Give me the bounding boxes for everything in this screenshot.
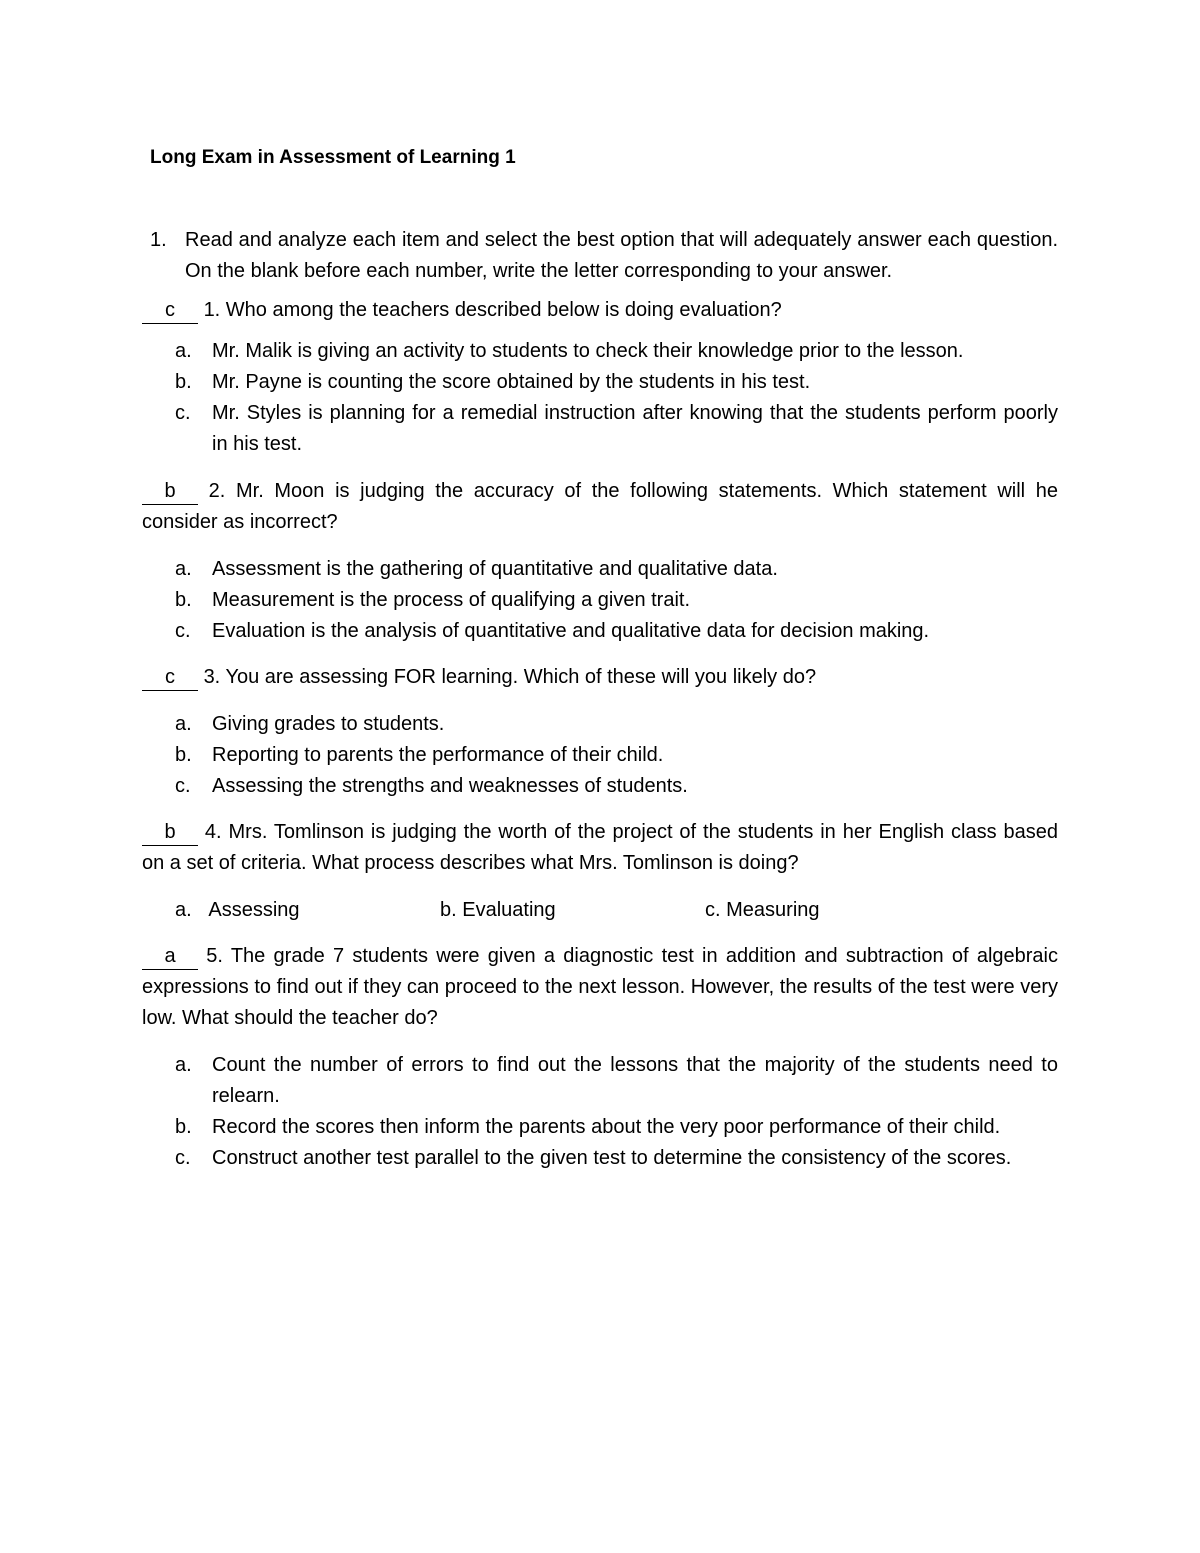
option-text: Mr. Styles is planning for a remedial instruction after knowing that the students perform poorly in his test.	[212, 402, 1058, 455]
option-text: Assessment is the gathering of quantitative and qualitative data.	[212, 558, 778, 580]
answer-2: b	[164, 480, 176, 502]
answer-blank-2[interactable]	[142, 479, 198, 505]
question-3-text: 3. You are assessing FOR learning. Which of these will you likely do?	[203, 666, 817, 688]
option-text: Mr. Payne is counting the score obtained by the students in his test.	[212, 371, 811, 393]
question-3-options	[175, 709, 1058, 802]
answer-3: c	[165, 666, 175, 688]
option-letter: b.	[175, 744, 192, 766]
answer-blank-4[interactable]	[142, 820, 198, 846]
instruction-number: 1.	[150, 229, 167, 251]
option-text: Construct another test parallel to the given test to determine the consistency of the scores.	[212, 1147, 1012, 1169]
option-letter: b.	[175, 589, 192, 611]
option-letter: a.	[175, 1054, 192, 1076]
option-text: Evaluating	[462, 899, 556, 921]
option-letter: b.	[175, 371, 192, 393]
option-4a	[175, 895, 300, 926]
option-text: Count the number of errors to find out the lessons that the majority of the students need to relearn.	[212, 1054, 1058, 1107]
option-letter: a.	[175, 899, 192, 921]
option-text: Mr. Malik is giving an activity to students to check their knowledge prior to the lesson.	[212, 340, 964, 362]
answer-5: a	[164, 945, 176, 967]
option-2c	[175, 616, 1058, 647]
option-1a	[175, 336, 1058, 367]
question-1	[142, 295, 1058, 326]
question-1-options	[175, 336, 1058, 460]
question-4	[142, 817, 1058, 879]
option-text: Reporting to parents the performance of their child.	[212, 744, 664, 766]
option-text: Measurement is the process of qualifying a given trait.	[212, 589, 691, 611]
instruction-text: Read and analyze each item and select the best option that will adequately answer each question. On the blank before each number, write the letter corresponding to your answer.	[185, 229, 1058, 282]
option-letter: b.	[440, 899, 457, 921]
option-4c	[705, 895, 820, 926]
option-2b	[175, 585, 1058, 616]
option-text: Giving grades to students.	[212, 713, 445, 735]
answer-1: c	[165, 299, 175, 321]
option-3c	[175, 771, 1058, 802]
option-letter: c.	[175, 775, 191, 797]
question-4-text: 4. Mrs. Tomlinson is judging the worth of the project of the students in her English class based on a set of criteria. What process describes what Mrs. Tomlinson is doing?	[142, 821, 1059, 874]
question-5	[142, 941, 1058, 1034]
option-letter: a.	[175, 558, 192, 580]
answer-blank-3[interactable]	[142, 665, 198, 691]
question-3	[142, 662, 1058, 693]
question-2-options	[175, 554, 1058, 647]
question-1-text: 1. Who among the teachers described below is doing evaluation?	[203, 299, 782, 321]
option-5c	[175, 1143, 1058, 1174]
option-text: Evaluation is the analysis of quantitative and qualitative data for decision making.	[212, 620, 930, 642]
question-2	[142, 476, 1058, 538]
instruction-block	[150, 225, 1058, 287]
answer-blank-5[interactable]	[142, 944, 198, 970]
question-5-text: 5. The grade 7 students were given a diagnostic test in addition and subtraction of algebraic expressions to find out if they can proceed to the next lesson. However, the results of the test were very low. What should the teacher do?	[142, 945, 1058, 1029]
option-5b	[175, 1112, 1058, 1143]
option-4b	[440, 895, 556, 926]
option-5a	[175, 1050, 1058, 1112]
option-letter: c.	[175, 620, 191, 642]
option-3b	[175, 740, 1058, 771]
option-text: Assessing	[208, 899, 300, 921]
option-text: Measuring	[726, 899, 820, 921]
question-2-text: 2. Mr. Moon is judging the accuracy of the following statements. Which statement will he consider as incorrect?	[142, 480, 1058, 533]
option-text: Assessing the strengths and weaknesses of students.	[212, 775, 688, 797]
option-letter: c.	[175, 1147, 191, 1169]
option-letter: a.	[175, 713, 192, 735]
option-1b	[175, 367, 1058, 398]
question-5-options	[175, 1050, 1058, 1174]
answer-4: b	[164, 821, 176, 843]
option-letter: b.	[175, 1116, 192, 1138]
option-text: Record the scores then inform the parents about the very poor performance of their child.	[212, 1116, 1001, 1138]
option-letter: c.	[175, 402, 191, 424]
option-2a	[175, 554, 1058, 585]
option-letter: c.	[705, 899, 721, 921]
option-3a	[175, 709, 1058, 740]
exam-title: Long Exam in Assessment of Learning 1	[150, 147, 516, 168]
answer-blank-1[interactable]	[142, 298, 198, 324]
option-letter: a.	[175, 340, 192, 362]
option-1c	[175, 398, 1058, 460]
